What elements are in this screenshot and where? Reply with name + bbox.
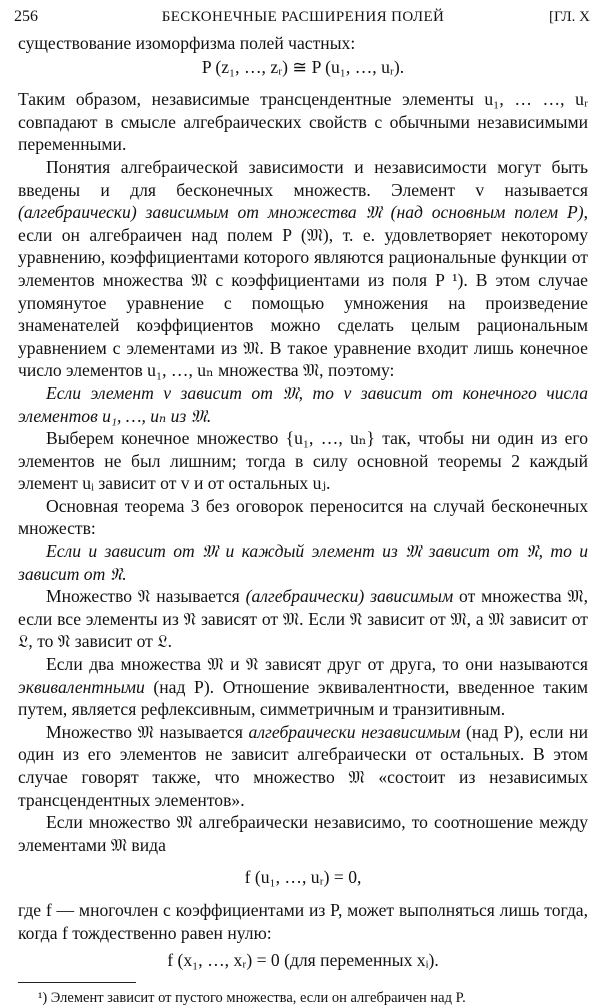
- statement-transitive: Если u зависит от 𝔐 и каждый элемент из 𝔐 зависит от 𝔑, то u зависит от 𝔑.: [18, 541, 588, 584]
- footnote: ¹) Элемент зависит от пустого множества, если он алгебраичен над P.: [38, 989, 466, 1006]
- paragraph-2: Понятия алгебраической зависимости и независимости могут быть введены и для бесконечных множеств. Элемент v называется (алгебраически) зависимым от множества 𝔐 (над основным полем P), если он алгебраичен над полем P (𝔐), т. е. удовлетворяет некоторому уравнению, коэффициентами которого являются рациональные функции от элементов множества 𝔐 с коэффициентами из поля P ¹). В этом случае упомянутое уравнение с помощью умножения на произведение знаменателей коэффициентов можно сделать целым рациональным уравнением с элементами из 𝔐. В такое уравнение входит лишь конечное число элементов u₁, …, uₙ множества 𝔐, поэтому:: [18, 156, 588, 381]
- formula-relation: f (u₁, …, uᵣ) = 0,: [244, 867, 362, 888]
- formula-isomorphism: P (z₁, …, zᵣ) ≅ P (u₁, …, uᵣ).: [201, 56, 405, 77]
- definition-dependent: (алгебраически) зависимым от множества 𝔐 (над основным полем P): [18, 202, 584, 223]
- definition-set-dependent: (алгебраически) зависимым: [245, 586, 454, 607]
- paragraph-5: Основная теорема 3 без оговорок переносится на случай бесконечных множеств:: [18, 495, 588, 539]
- formula-identity: f (x₁, …, xᵣ) = 0 (для переменных xᵢ).: [167, 950, 439, 971]
- paragraph-4: Выберем конечное множество {u₁, …, uₙ} так, чтобы ни один из его элементов не был лишним; тогда в силу основной теоремы 2 каждый элемент uᵢ зависит от v и от остальных uⱼ.: [18, 428, 588, 494]
- running-title: БЕСКОНЕЧНЫЕ РАСШИРЕНИЯ ПОЛЕЙ: [161, 9, 445, 25]
- definition-independent: алгебраически независимым: [248, 721, 461, 742]
- page-number: 256: [14, 8, 38, 25]
- paragraph-9: Множество 𝔐 называется алгебраически независимым (над P), если ни один из его элементов не зависит алгебраически от остальных. В этом случае говорят также, что множество 𝔐 «состоит из независимых трансцендентных элементов».: [18, 721, 588, 810]
- paragraph-8: Если два множества 𝔐 и 𝔑 зависят друг от друга, то они называются эквивалентными (над P). Отношение эквивалентности, введенное таким путем, является рефлексивным, симметричным и транзитивным.: [18, 654, 588, 720]
- paragraph-11: где f — многочлен с коэффициентами из P, может выполняться лишь тогда, когда f тождественно равен нулю:: [18, 899, 588, 943]
- paragraph-intro: существование изоморфизма полей частных:: [18, 33, 356, 53]
- page: [14, 8, 590, 1007]
- chapter-label: [ГЛ. X: [548, 9, 590, 25]
- definition-equivalent: эквивалентными: [18, 676, 145, 697]
- paragraph-1: Таким образом, независимые трансцендентные элементы u₁, … …, uᵣ совпадают в смысле алгебраических свойств с обычными независимыми переменными.: [18, 89, 588, 155]
- paragraph-7: Множество 𝔑 называется (алгебраически) зависимым от множества 𝔐, если все элементы из 𝔑 зависят от 𝔐. Если 𝔑 зависит от 𝔐, а 𝔐 зависит от 𝔏, то 𝔑 зависит от 𝔏.: [18, 586, 588, 652]
- running-header: [14, 8, 590, 32]
- statement-finite: Если элемент v зависит от 𝔐, то v зависит от конечного числа элементов u₁, …, uₙ из 𝔐.: [18, 382, 588, 426]
- paragraph-10: Если множество 𝔐 алгебраически независимо, то соотношение между элементами 𝔐 вида: [18, 812, 588, 855]
- footnote-divider: [18, 982, 136, 983]
